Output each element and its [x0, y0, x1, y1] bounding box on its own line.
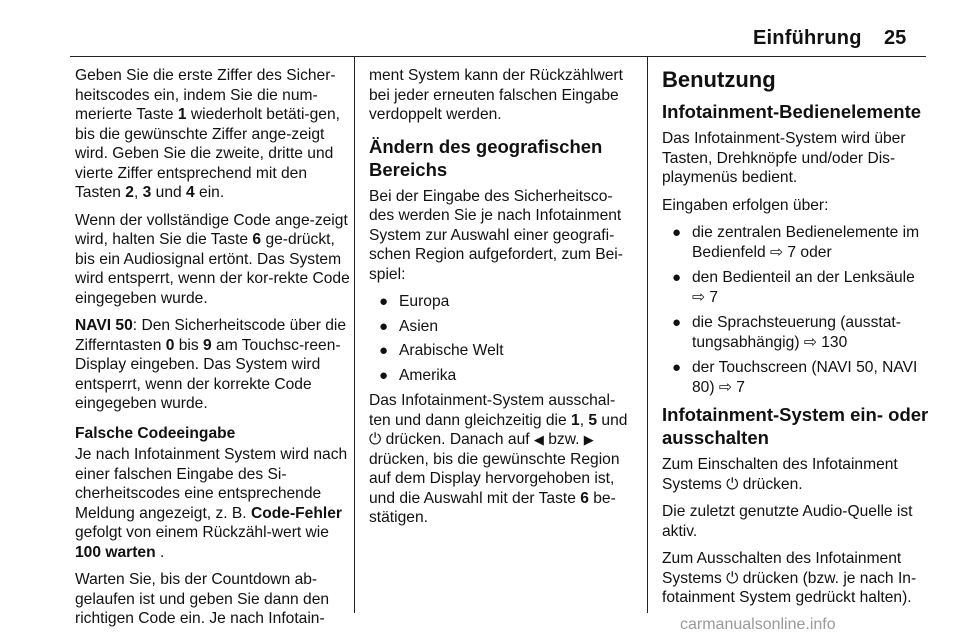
list-item: ● Arabische Welt [379, 342, 504, 359]
bullet-icon: ● [672, 224, 682, 241]
paragraph-switch-on: Zum Einschalten des Infotainment Systems ⏻ drücken. [662, 456, 898, 493]
input-list [662, 223, 932, 397]
paragraph-controls: Das Infotainment-System wird über Tasten, Drehknöpfe und/oder Dis-playmenüs bedient. [662, 130, 906, 186]
bullet-icon: ● [379, 366, 389, 384]
heading-bedienelemente: Infotainment-Bedienelemente [662, 101, 922, 122]
column-divider-1 [354, 57, 355, 613]
header-rule [70, 56, 926, 57]
page-header [0, 0, 960, 56]
list-item: ● Asien [379, 317, 439, 335]
paragraph-region-prompt: Bei der Eingabe des Sicherheitsco-des werden Sie je nach Infotainment System zur Auswahl einer geografi-schen Region aufgefordert, zum Bei-spiel: [369, 187, 623, 283]
paragraph-region-change: Das Infotainment-System ausschal-ten und dann gleichzeitig die 1, 5 und ⏻ drücken. Danach auf ◀ bzw. ▶ drücken, bis die gewünschte Region auf dem Display hervorgehoben ist, und die Auswahl mit der Taste 6 be-stätigen. [369, 392, 628, 526]
heading-geografischer-bereich: Ändern des geografischen Bereichs [369, 135, 603, 180]
paragraph-switch-off: Zum Ausschalten des Infotainment Systems ⏻ drücken (bzw. je nach In-fotainment System gedrückt halten). [662, 550, 917, 606]
heading-falsche-codeeingabe: Falsche Codeeingabe [75, 424, 236, 442]
page-number: 25 [884, 27, 907, 49]
bullet-icon: ● [672, 269, 682, 286]
paragraph-code-confirm: Wenn der vollständige Code ange-zeigt wird, halten Sie die Taste 6 ge-drückt, bis ein Audiosignal ertönt. Das System wird entsperrt, wenn der kor-rekte Code eingegeben wurde. [75, 211, 350, 307]
paragraph-doubled: ment System kann der Rückzählwert bei jeder erneuten falschen Eingabe verdoppelt werden. [369, 67, 623, 123]
list-item: ● Europa [379, 293, 450, 310]
list-item: ● die zentralen Bedienelemente im Bedienfeld ⇨ 7 oder [672, 224, 920, 261]
region-list [369, 292, 635, 385]
arrow-right-icon: ▶ [583, 432, 594, 447]
column-3 [662, 66, 932, 616]
bullet-icon: ● [379, 317, 389, 335]
paragraph-countdown: Warten Sie, bis der Countdown ab-gelaufen ist und geben Sie dann den richtigen Code ein. Je nach Infotain- [75, 571, 330, 627]
paragraph-wrong-code: Je nach Infotainment System wird nach einer falschen Eingabe des Si-cherheitscodes eine entsprechende Meldung angezeigt, z. B. Code-Fehler gefolgt von einem Rückzähl-wert wie 100 warten . [75, 446, 348, 561]
paragraph-navi50: NAVI 50: Den Sicherheitscode über die Zifferntasten 0 bis 9 am Touchsc-reen-Display eingeben. Das System wird entsperrt, wenn der korrekte Code eingegeben wurde. [75, 317, 347, 412]
paragraph-code-entry: Geben Sie die erste Ziffer des Sicher-heitscodes ein, indem Sie die num-merierte Taste 1 wiederholt betäti-gen, bis die gewünschte Ziffer ange-zeigt wird. Geben Sie die zweite, dritte und vierte Ziffer entsprechend mit den Tasten 2, 3 und 4 ein. [75, 67, 340, 201]
list-item: ● die Sprachsteuerung (ausstat-tungsabhängig) ⇨ 130 [672, 314, 901, 351]
bullet-icon: ● [672, 359, 682, 376]
list-item: ● der Touchscreen (NAVI 50, NAVI 80) ⇨ 7 [672, 359, 918, 396]
column-divider-2 [647, 57, 648, 613]
paragraph-last-source: Die zuletzt genutzte Audio-Quelle ist aktiv. [662, 503, 913, 540]
column-1 [75, 66, 350, 637]
section-title: Einführung [753, 27, 862, 49]
bullet-icon: ● [379, 342, 389, 359]
list-item: ● den Bedienteil an der Lenksäule ⇨ 7 [672, 269, 915, 306]
power-icon: ⏻ [369, 431, 382, 448]
heading-ein-ausschalten: Infotainment-System ein- oder ausschalten [662, 404, 929, 448]
heading-benutzung: Benutzung [662, 67, 776, 92]
list-item: ● Amerika [379, 366, 457, 384]
bullet-icon: ● [379, 293, 389, 310]
watermark: carmanualsonline.info [680, 616, 836, 633]
column-2 [369, 66, 635, 536]
paragraph-inputs: Eingaben erfolgen über: [662, 196, 829, 214]
bullet-icon: ● [672, 314, 682, 331]
arrow-left-icon: ◀ [533, 432, 544, 447]
